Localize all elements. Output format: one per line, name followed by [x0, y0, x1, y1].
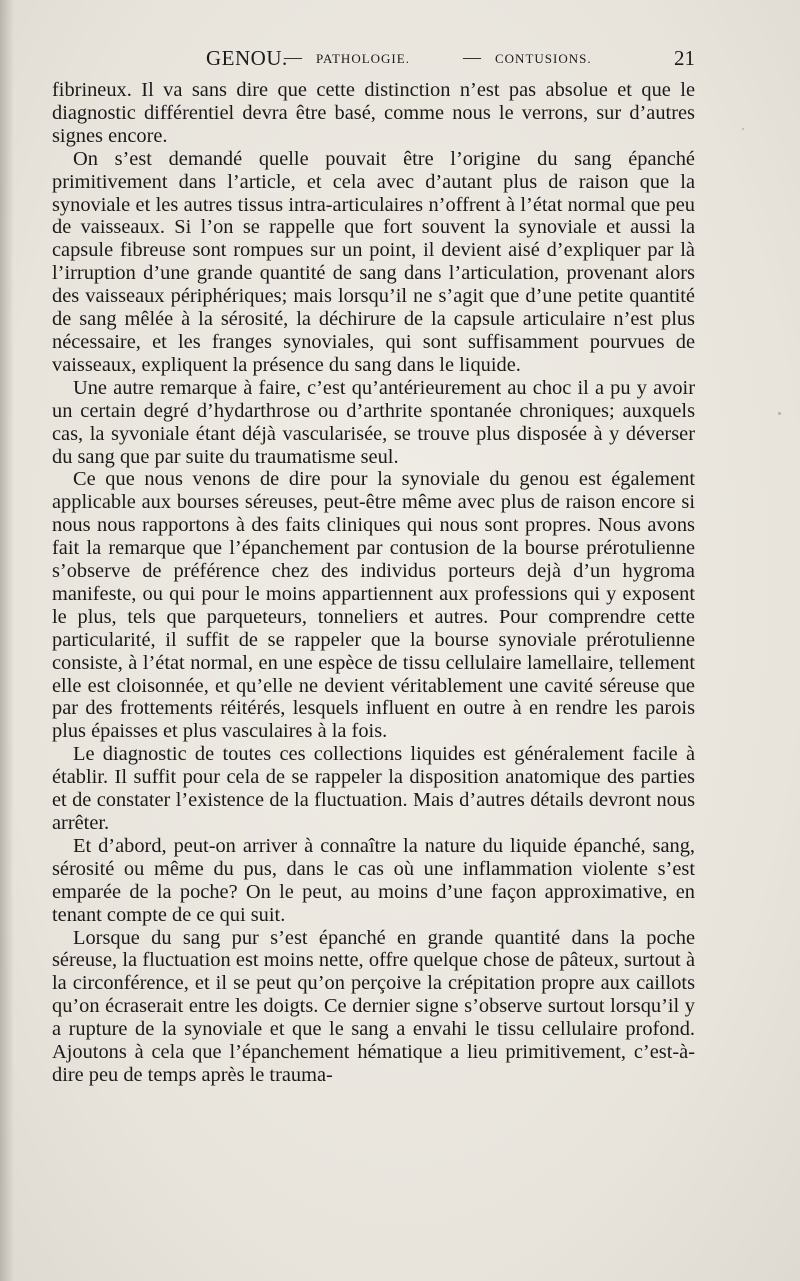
- header-separator: —: [284, 47, 302, 67]
- paragraph-continued: fibrineux. Il va sans dire que cette distinction n’est pas absolue et que le diagnostic différentiel devra être basé, comme nous le verrons, sur d’autres signes encore.: [52, 79, 695, 147]
- paragraph: On s’est demandé quelle pouvait être l’origine du sang épanché primitivement dans l’article, et cela avec d’autant plus de raison que la synoviale et les autres tissus intra-articulaires n’offrent à l’état normal que peu de vaisseaux. Si l’on se rappelle que fort souvent la synoviale et aussi la capsule fibreuse sont rompues sur un point, il devient aisé d’expliquer par là l’irruption d’une grande quantité de sang dans l’articulation, provenant alors des vaisseaux périphériques; mais lorsqu’il ne s’agit que d’une petite quantité de sang mêlée à la sérosité, la déchirure de la capsule articulaire n’est plus nécessaire, et les franges synoviales, qui sont suffisamment pourvues de vaisseaux, expliquent la présence du sang dans le liquide.: [52, 147, 695, 376]
- header-separator: —: [463, 47, 481, 67]
- paragraph: Et d’abord, peut-on arriver à connaître la nature du liquide épanché, sang, sérosité ou même du pus, dans le cas où une inflammation violente s’est emparée de la poche? On le peut, au moins d’une façon approximative, en tenant compte de ce qui suit.: [52, 834, 695, 926]
- section-title: PATHOLOGIE.: [316, 51, 410, 66]
- paper-speck: [742, 128, 744, 130]
- page-number: 21: [674, 46, 695, 70]
- paragraph: Une autre remarque à faire, c’est qu’antérieurement au choc il a pu y avoir un certain degré d’hydarthrose ou d’arthrite spontanée chroniques; auxquels cas, la syvoniale étant déjà vascularisée, se trouve plus disposée à y déverser du sang que par suite du traumatisme seul.: [52, 376, 695, 468]
- body-text: [52, 79, 695, 1087]
- chapter-title: GENOU.: [206, 46, 288, 70]
- subsection-title: CONTUSIONS.: [495, 51, 592, 66]
- running-head: [52, 46, 695, 74]
- paper-speck: [778, 412, 781, 415]
- paragraph: Ce que nous venons de dire pour la synoviale du genou est également applicable aux bourses séreuses, peut-être même avec plus de raison encore si nous nous rapportons à des faits cliniques qui nous sont propres. Nous avons fait la remarque que l’épanchement par contusion de la bourse prérotulienne s’observe de préférence chez des individus porteurs dejà d’un hygroma manifeste, ou qui pour le moins appartiennent aux professions qui y exposent le plus, tels que parqueteurs, tonneliers et autres. Pour comprendre cette particularité, il suffit de se rappeler que la bourse synoviale prérotulienne consiste, à l’état normal, en une espèce de tissu cellulaire lamellaire, tellement elle est cloisonnée, et qu’elle ne devient véritablement une cavité séreuse que par des frottements réitérés, lesquels influent en outre à en rendre les parois plus épaisses et plus vasculaires à la fois.: [52, 468, 695, 743]
- page-edge-shadow: [0, 0, 14, 1281]
- paragraph: Le diagnostic de toutes ces collections liquides est généralement facile à établir. Il suffit pour cela de se rappeler la disposition anatomique des parties et de constater l’existence de la fluctuation. Mais d’autres détails devront nous arrêter.: [52, 743, 695, 834]
- paragraph: Lorsque du sang pur s’est épanché en grande quantité dans la poche séreuse, la fluctuation est moins nette, offre quelque chose de pâteux, surtout à la circonférence, et il se peut qu’on perçoive la crépitation propre aux caillots qu’on écraserait entre les doigts. Ce dernier signe s’observe surtout lorsqu’il y a rupture de la synoviale et que le sang a envahi le tissu cellulaire profond. Ajoutons à cela que l’épanchement hématique a lieu primitivement, c’est-à-dire peu de temps après le trauma-: [52, 926, 695, 1086]
